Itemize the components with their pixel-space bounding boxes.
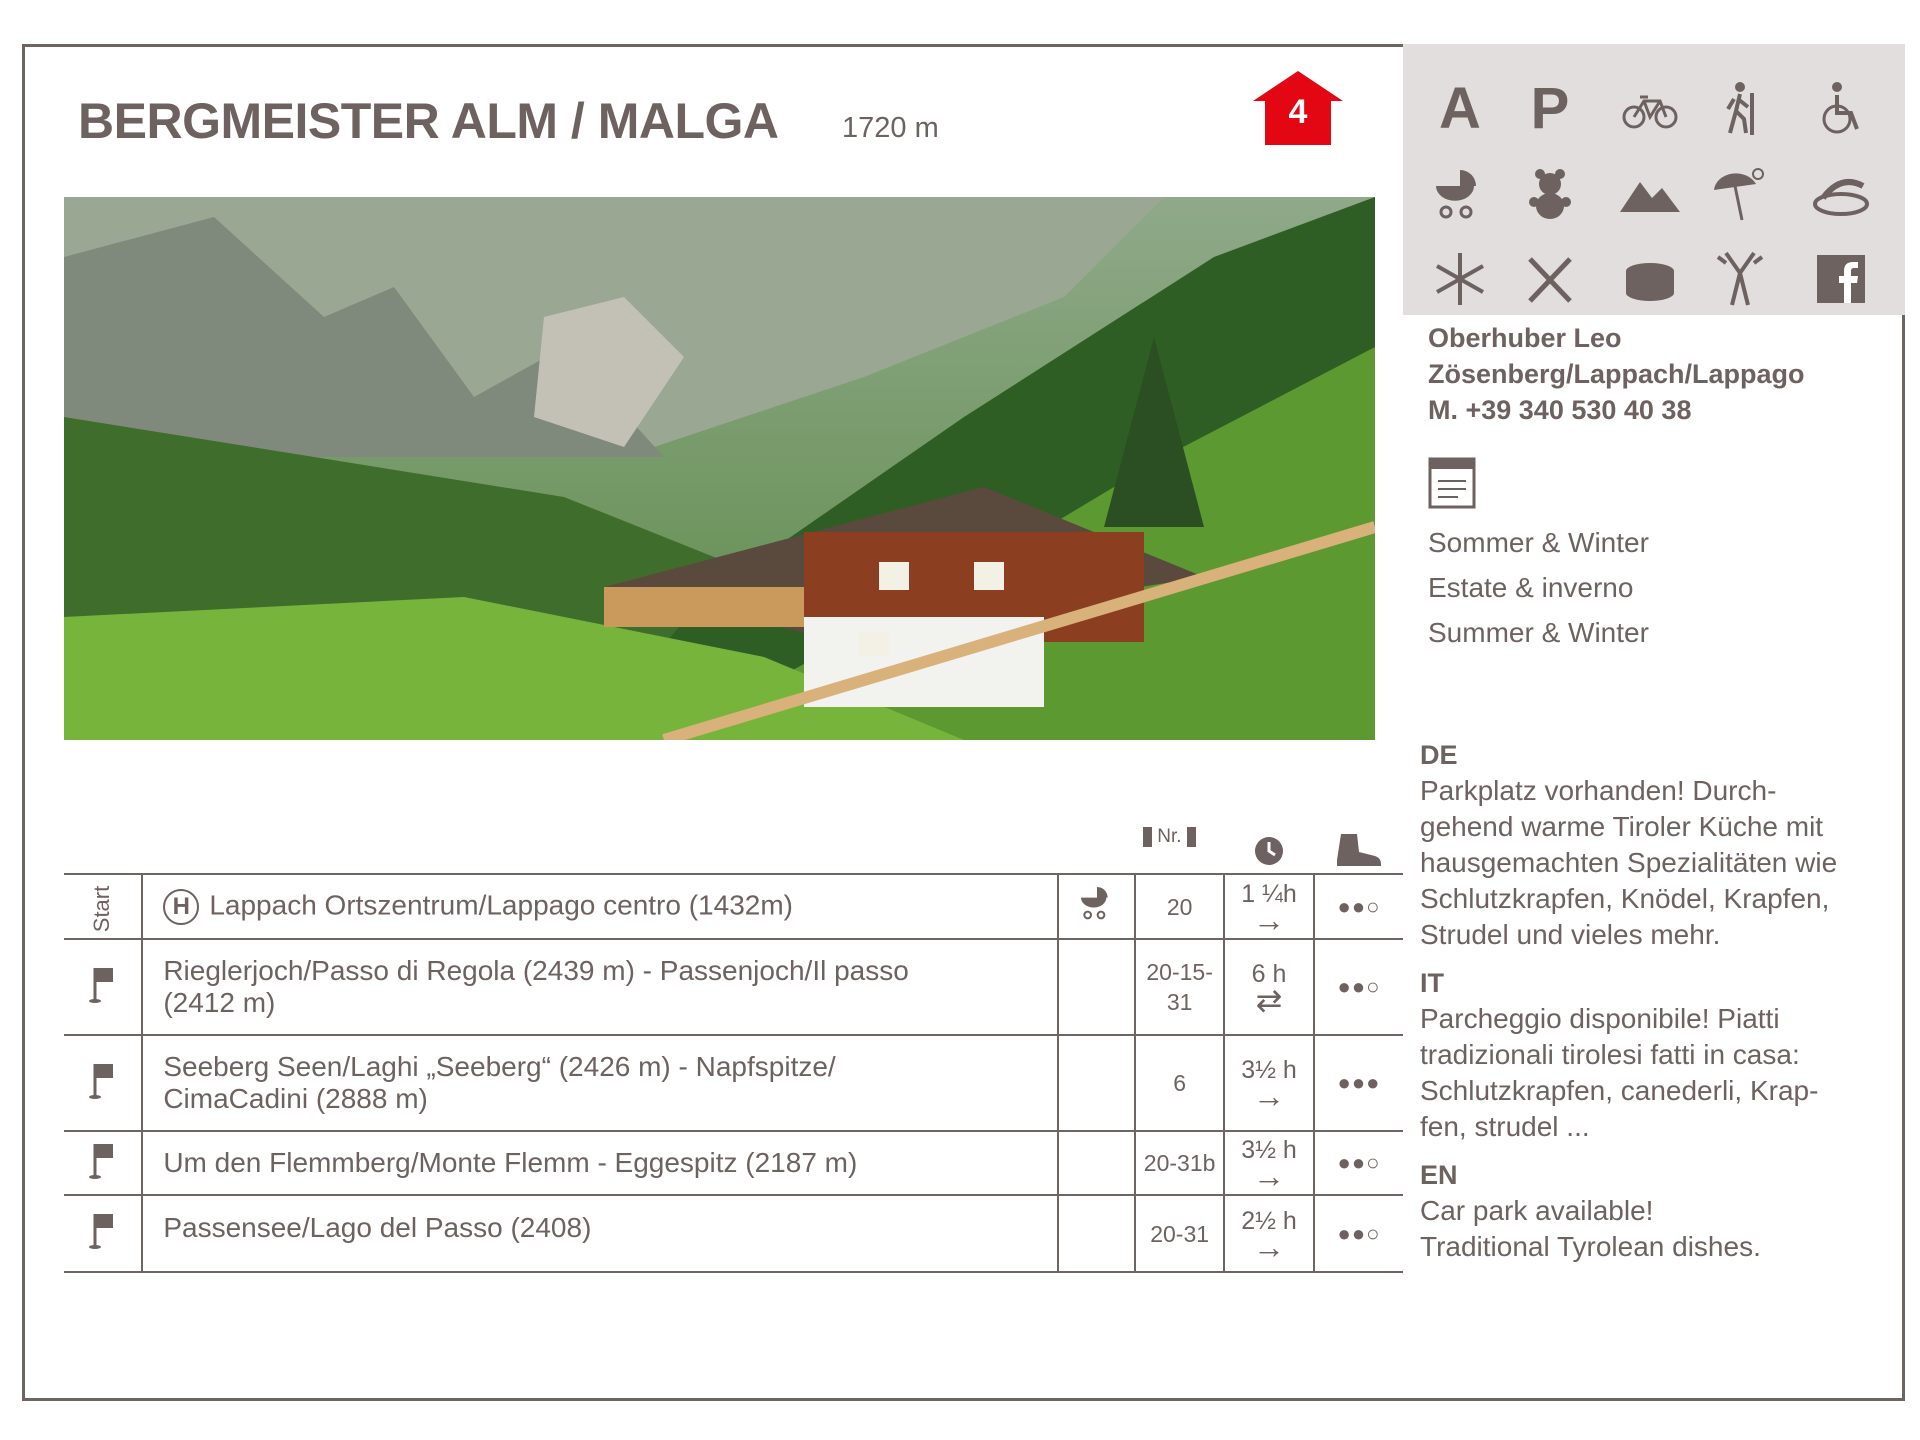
hiker-icon — [1705, 74, 1775, 144]
table-row — [64, 1131, 1403, 1195]
walk-time: 3½ h → — [1224, 1035, 1314, 1131]
number-badge — [1253, 71, 1343, 145]
trail-number: 20 — [1135, 874, 1224, 939]
lang-code-it: IT — [1420, 968, 1444, 998]
lang-code-en: EN — [1420, 1160, 1458, 1190]
mountains-icon — [1615, 159, 1685, 229]
flag-cell — [64, 1195, 142, 1272]
pram-icon — [1425, 159, 1495, 229]
trail-number: 20-31b — [1135, 1131, 1224, 1195]
route-name: Seeberg Seen/Laghi „Seeberg“ (2426 m) - Napfspitze/ CimaCadini (2888 m) — [142, 1035, 1058, 1131]
season-en: Summer & Winter — [1428, 617, 1649, 648]
facebook-icon[interactable] — [1806, 244, 1876, 314]
table-row — [64, 874, 1403, 939]
trail-number: 20-31 — [1135, 1195, 1224, 1272]
bus-stop-icon: H — [163, 889, 199, 925]
teddy-bear-icon — [1515, 159, 1585, 229]
route-name: Passensee/Lago del Passo (2408) — [142, 1195, 1058, 1272]
nr-header: Nr. — [1143, 826, 1196, 848]
flag-cell — [64, 1131, 142, 1195]
difficulty-dots: ●●○ — [1314, 874, 1403, 939]
flag-icon — [89, 964, 117, 1004]
flag-icon — [89, 1060, 117, 1100]
owner-contact — [1428, 320, 1805, 428]
routes-table — [64, 873, 1403, 1273]
badge-number: 4 — [1288, 93, 1308, 131]
snowflake-icon — [1425, 244, 1495, 314]
flag-cell — [64, 939, 142, 1035]
a-icon: A — [1439, 76, 1481, 141]
description-de: Parkplatz vorhanden! Durch- gehend warme Tiroler Küche mit hausgemachten Spezialitäten wie Schlutzkrapfen, Knödel, Krapfen, Strudel und vieles mehr. — [1420, 775, 1838, 950]
deer-icon — [1705, 244, 1775, 314]
clock-icon — [1254, 836, 1284, 866]
lang-code-de: DE — [1420, 740, 1458, 770]
table-row — [64, 939, 1403, 1035]
altitude-label: 1720 m — [842, 112, 939, 144]
walk-time: 3½ h → — [1224, 1131, 1314, 1195]
hut-photo — [64, 197, 1375, 740]
difficulty-dots: ●●○ — [1314, 1195, 1403, 1272]
flag-cell — [64, 1035, 142, 1131]
start-cell: Start — [64, 874, 142, 939]
route-name: Um den Flemmberg/Monte Flemm - Eggespitz (2187 m) — [142, 1131, 1058, 1195]
route-name: Rieglerjoch/Passo di Regola (2439 m) - Passenjoch/Il passo (2412 m) — [142, 939, 1058, 1035]
flag-icon — [89, 1140, 117, 1180]
season-it: Estate & inverno — [1428, 572, 1634, 603]
walk-time: 6 h ⇄ — [1224, 939, 1314, 1035]
owner-name: Oberhuber Leo — [1428, 323, 1622, 353]
trail-number: 6 — [1135, 1035, 1224, 1131]
flag-icon — [89, 1210, 117, 1250]
owner-address: Zösenberg/Lappach/Lappago — [1428, 359, 1805, 389]
pram-icon — [1077, 883, 1117, 923]
cutlery-icon — [1515, 244, 1585, 314]
wheelchair-icon — [1806, 74, 1876, 144]
route-name: H Lappach Ortszentrum/Lappago centro (1432m) — [142, 874, 1058, 939]
bicycle-icon — [1615, 74, 1685, 144]
sun-umbrella-icon — [1705, 159, 1775, 229]
cake-icon — [1615, 244, 1685, 314]
walk-time: 1 ¼h → — [1224, 874, 1314, 939]
difficulty-dots: ●●○ — [1314, 939, 1403, 1035]
owner-phone[interactable]: M. +39 340 530 40 38 — [1428, 395, 1692, 425]
calendar-icon — [1428, 455, 1476, 509]
sledge-icon — [1806, 159, 1876, 229]
table-row — [64, 1195, 1403, 1272]
difficulty-dots: ●●○ — [1314, 1131, 1403, 1195]
walk-time: 2½ h → — [1224, 1195, 1314, 1272]
description-en: Car park available! Traditional Tyrolean dishes. — [1420, 1195, 1761, 1262]
pram-cell — [1058, 874, 1135, 939]
amenity-icon-panel — [1403, 44, 1905, 315]
hiking-boot-icon — [1335, 832, 1381, 868]
description-it: Parcheggio disponibile! Piatti tradizionali tirolesi fatti in casa: Schlutzkrapfen, canederli, Krap- fen, strudel ... — [1420, 1003, 1819, 1142]
difficulty-dots: ●●● — [1314, 1035, 1403, 1131]
table-row — [64, 1035, 1403, 1131]
parking-icon: P — [1530, 76, 1570, 141]
page-title: BERGMEISTER ALM / MALGA — [78, 93, 779, 149]
season-de: Sommer & Winter — [1428, 527, 1649, 558]
trail-number: 20-15- 31 — [1135, 939, 1224, 1035]
